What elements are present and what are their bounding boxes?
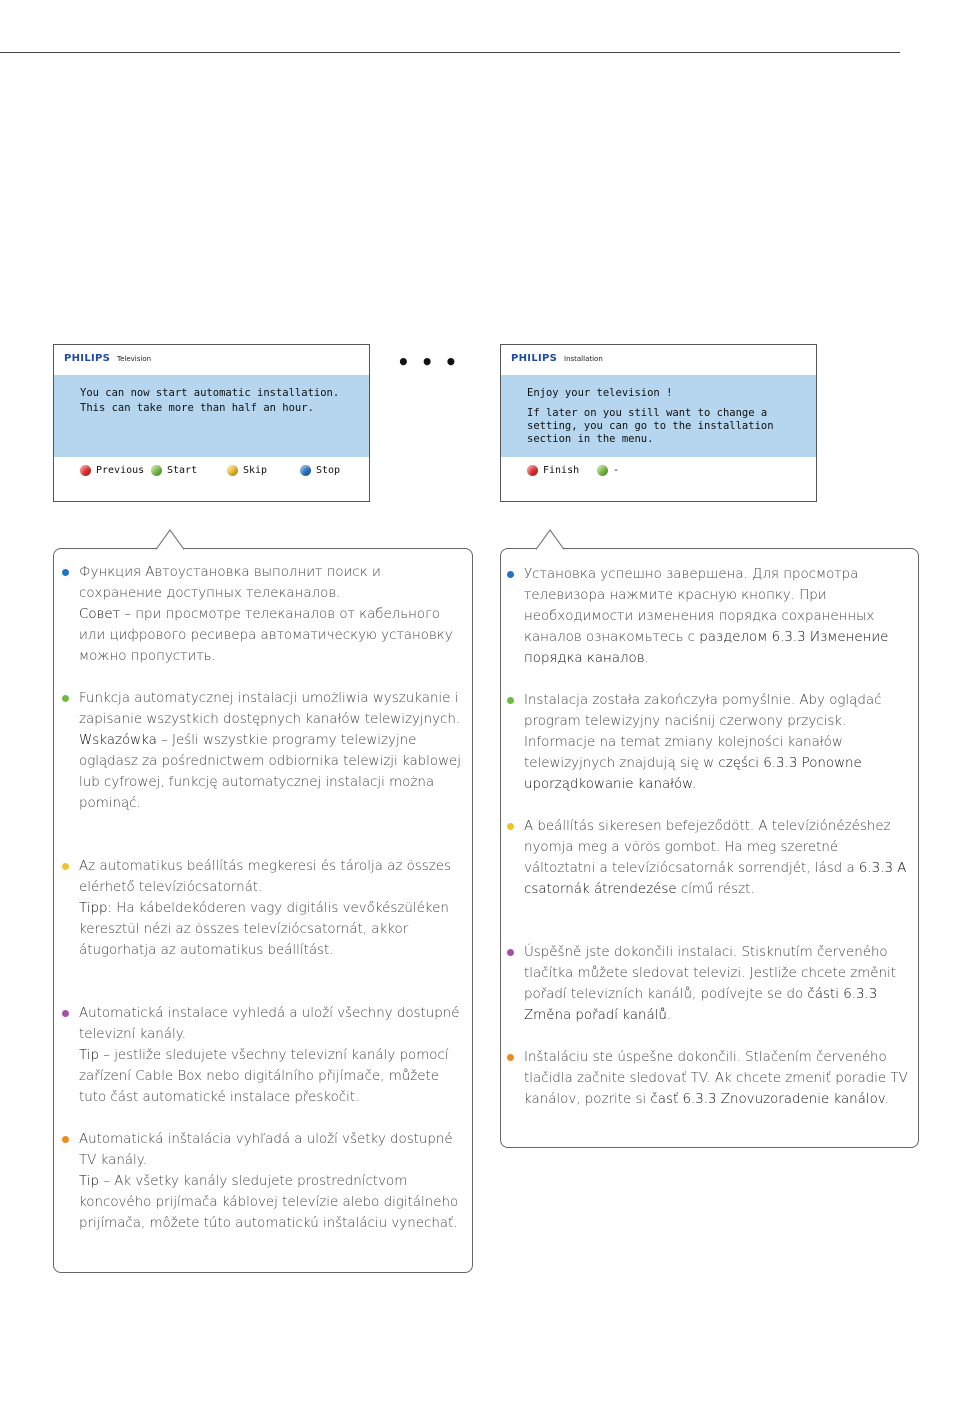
skip-button[interactable]: [227, 465, 267, 476]
pl-text: Funkcja automatycznej instalacji umożliwia wyszukanie i zapisanie wszystkich dostępnych kanałów telewizyjnych.: [79, 691, 461, 727]
bullet-icon: [62, 1010, 69, 1017]
bullet-icon: [62, 863, 69, 870]
bullet-icon: [507, 571, 514, 578]
completion-hu: [524, 816, 909, 900]
message-line-1: You can now start automatic installation.: [80, 387, 340, 399]
screen-title: Television: [117, 355, 152, 363]
start-label: Start: [167, 465, 198, 476]
sk-end: .: [884, 1092, 889, 1107]
ru-tip: – при просмотре телеканалов от кабельного или цифрового ресивера автоматическую установку можно пропустить.: [79, 607, 453, 664]
pl-end: .: [691, 777, 697, 792]
ellipsis-icon: • • •: [397, 350, 460, 374]
previous-label: Previous: [96, 465, 145, 476]
message-panel: [501, 375, 816, 457]
tv-screen-television: [53, 344, 370, 502]
screen-header: [54, 345, 369, 375]
message-line-2: This can take more than half an hour.: [80, 402, 314, 414]
instruction-ru: [79, 562, 464, 667]
color-button-row: [54, 465, 369, 481]
bullet-icon: [62, 695, 69, 702]
pl-tip-label: Wskazówka: [79, 733, 157, 748]
instruction-cs: [79, 1003, 464, 1108]
cs-section-ref: části 6.3.3 Změna pořadí kanálů: [524, 987, 878, 1023]
green-button[interactable]: [597, 465, 619, 476]
screen-title: Installation: [564, 355, 603, 363]
pl-text: Instalacja została zakończyła pomyślnie. Aby oglądać program telewizyjny naciśnij czerwony przycisk. Informacje na temat zmiany kolejności kanałów telewizyjnych znajdują się w: [524, 693, 882, 771]
cs-end: .: [666, 1008, 672, 1023]
sk-tip: – Ak všetky kanály sledujete prostredníctvom koncového prijímača káblovej televízie alebo digitálneho prijímača, môžete túto automatickú inštaláciu vynechať.: [79, 1174, 459, 1231]
callout-auto-install: [53, 548, 473, 1273]
callout-installation-complete: [500, 548, 919, 1148]
pl-tip: – Jeśli wszystkie programy telewizyjne oglądasz za pośrednictwem odbiornika telewizji kablowej lub cyfrowej, funkcję automatycznej instalacji można pominąć.: [79, 733, 461, 811]
hu-text: Az automatikus beállítás megkeresi és tárolja az összes elérhető televíziócsatornát.: [79, 859, 452, 895]
bullet-icon: [507, 697, 514, 704]
message-panel: [54, 375, 369, 457]
hu-text: A beállítás sikeresen befejeződött. A televíziónézéshez nyomja meg a vörös gombot. Ha meg szeretné változtatni a televíziócsatornák sorrendjét, lásd a: [524, 819, 891, 876]
screen-header: [501, 345, 816, 375]
cs-text: Úspěšně jste dokončili instalaci. Stisknutím červeného tlačítka můžete sledovat televizi. Jestliže chcete změnit pořadí televizních kanálů, podívejte se do: [524, 945, 896, 1002]
sk-tip-label: Tip: [79, 1174, 99, 1189]
callout-pointer: [156, 529, 184, 550]
instruction-pl: [79, 688, 464, 814]
instruction-sk: [79, 1129, 464, 1234]
hu-tip-label: Tipp:: [79, 901, 112, 916]
ru-tip-label: Совет: [79, 607, 120, 622]
start-button[interactable]: [151, 465, 197, 476]
green-dot-icon: [597, 465, 608, 476]
finish-button[interactable]: [527, 465, 579, 476]
completion-cs: [524, 942, 909, 1026]
message-line-2: If later on you still want to change a setting, you can go to the installation section in the menu.: [527, 407, 774, 445]
sk-text: Automatická inštalácia vyhľadá a uloží všetky dostupné TV kanály.: [79, 1132, 453, 1168]
green-dot-icon: [151, 465, 162, 476]
cs-tip: – jestliže sledujete všechny televizní kanály pomocí zařízení Cable Box nebo digitálního přijímače, můžete tuto část automatické instalace přeskočit.: [79, 1048, 449, 1105]
ru-text: Установка успешно завершена. Для просмотра телевизора нажмите красную кнопку. При необходимости изменения порядка сохраненных каналов ознакомьтесь с: [524, 567, 875, 645]
cs-text: Automatická instalace vyhledá a uloží všechny dostupné televizní kanály.: [79, 1006, 460, 1042]
pl-section-ref: części 6.3.3 Ponowne uporządkowanie kanałów: [524, 756, 862, 792]
bullet-icon: [507, 949, 514, 956]
cs-tip-label: Tip: [79, 1048, 99, 1063]
philips-logo: PHILIPS: [511, 353, 558, 364]
bullet-icon: [62, 1136, 69, 1143]
blue-dot-icon: [300, 465, 311, 476]
skip-label: Skip: [243, 465, 268, 476]
ru-text: Функция Автоустановка выполнит поиск и сохранение доступных телеканалов.: [79, 565, 381, 601]
yellow-dot-icon: [227, 465, 238, 476]
completion-pl: [524, 690, 909, 795]
bullet-icon: [507, 823, 514, 830]
completion-ru: [524, 564, 909, 669]
tv-screen-installation: [500, 344, 817, 502]
previous-button[interactable]: [80, 465, 144, 476]
sk-text: Inštaláciu ste úspešne dokončili. Stlačením červeného tlačidla začnite sledovať TV. Ak chcete zmeniť poradie TV kanálov, pozrite si: [524, 1050, 908, 1107]
hu-tip: Ha kábeldekóderen vagy digitális vevőkészüléken keresztül nézi az összes televíziócsatornát, akkor átugorhatja az automatikus beállítást.: [79, 901, 449, 958]
bullet-icon: [507, 1054, 514, 1061]
ru-end: .: [644, 651, 649, 666]
color-button-row: [501, 465, 816, 481]
hu-end: című részt.: [676, 882, 755, 897]
stop-button[interactable]: [300, 465, 340, 476]
green-label: -: [613, 465, 620, 476]
top-rule: [0, 52, 900, 53]
bullet-icon: [62, 569, 69, 576]
ru-section-ref: разделом 6.3.3 Изменение порядка каналов: [524, 630, 889, 666]
finish-label: Finish: [543, 465, 580, 476]
instruction-hu: [79, 856, 464, 961]
stop-label: Stop: [316, 465, 341, 476]
completion-sk: [524, 1047, 909, 1110]
red-dot-icon: [527, 465, 538, 476]
philips-logo: PHILIPS: [64, 353, 111, 364]
callout-pointer: [536, 529, 564, 550]
message-line-1: Enjoy your television !: [527, 387, 673, 399]
sk-section-ref: časť 6.3.3 Znovuzoradenie kanálov: [650, 1092, 885, 1107]
hu-section-ref: 6.3.3 A csatornák átrendezése: [524, 861, 907, 897]
red-dot-icon: [80, 465, 91, 476]
